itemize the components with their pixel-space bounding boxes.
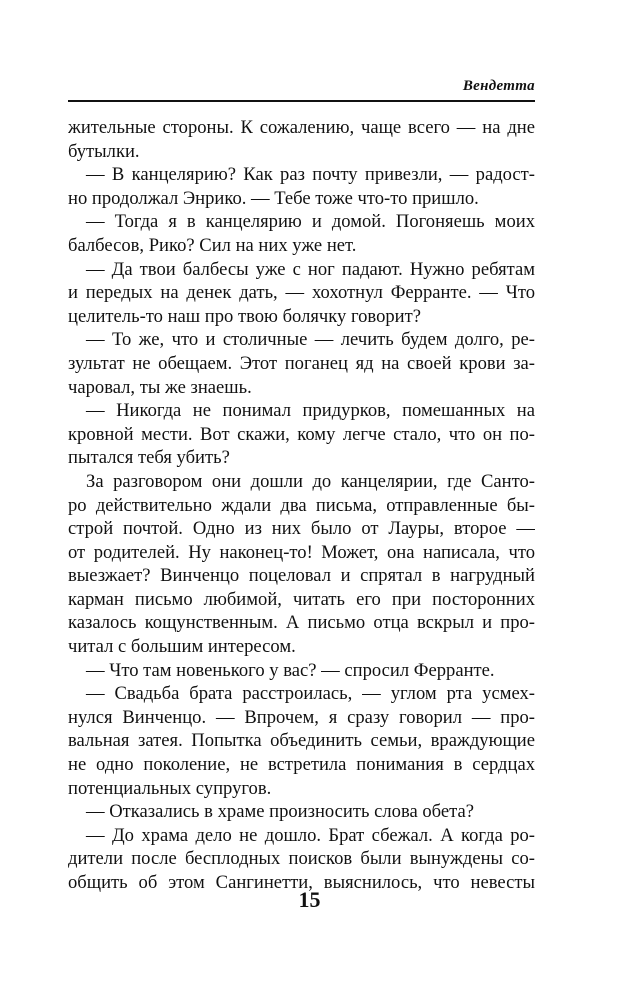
text-line: ро действительно ждали два письма, отправленные бы- xyxy=(68,494,535,516)
text-line: и передых на денек дать, — хохотнул Ферранте. — Что xyxy=(68,282,535,304)
text-line: — Свадьба брата расстроилась, — углом рта усмех- xyxy=(86,683,535,705)
text-line: чаровал, ты же знаешь. xyxy=(68,376,252,398)
text-line: — То же, что и столичные — лечить будем долго, ре- xyxy=(86,329,535,351)
header-rule xyxy=(68,100,535,102)
text-line: зультат не обещаем. Этот поганец яд на своей крови за- xyxy=(68,352,535,374)
text-line: казалось кощунственным. А письмо отца вскрыл и про- xyxy=(68,612,535,634)
text-line: — В канцелярию? Как раз почту привезли, — радост- xyxy=(86,164,535,186)
text-line: целитель-то наш про твою болячку говорит? xyxy=(68,305,422,327)
text-line: нулся Винченцо. — Впрочем, я сразу говорил — про- xyxy=(68,706,535,728)
text-line: от родителей. Ну наконец-то! Может, она написала, что xyxy=(68,541,535,563)
text-line: вальная затея. Попытка объединить семьи, враждующие xyxy=(68,730,535,752)
text-line: балбесов, Рико? Сил на них уже нет. xyxy=(68,234,357,256)
text-line: кровной мести. Вот скажи, кому легче стало, что он по- xyxy=(68,423,535,445)
text-line: дители после бесплодных поисков были вынуждены со- xyxy=(68,848,535,870)
text-line: строй почтой. Одно из них было от Лауры, второе — xyxy=(68,518,535,540)
running-head: Вендетта xyxy=(462,78,535,94)
text-line: пытался тебя убить? xyxy=(68,447,230,469)
text-line: выезжает? Винченцо поцеловал и спрятал в нагрудный xyxy=(68,565,535,587)
text-line: — Никогда не понимал придурков, помешанных на xyxy=(86,400,535,422)
text-line: но продолжал Энрико. — Тебе тоже что-то пришло. xyxy=(68,187,479,209)
text-line: бутылки. xyxy=(68,140,140,162)
text-line: За разговором они дошли до канцелярии, где Санто- xyxy=(86,470,535,492)
page-number: 15 xyxy=(298,887,321,912)
text-line: не одно поколение, не встретила понимания в сердцах xyxy=(68,754,535,776)
text-line: — До храма дело не дошло. Брат сбежал. А когда ро- xyxy=(86,824,535,846)
text-line: — Да твои балбесы уже с ног падают. Нужно ребятам xyxy=(86,258,535,280)
text-line: — Что там новенького у вас? — спросил Ферранте. xyxy=(86,659,495,681)
page-header xyxy=(68,78,535,102)
text-line: жительные стороны. К сожалению, чаще всего — на дне xyxy=(68,117,535,138)
text-line: — Отказались в храме произносить слова обета? xyxy=(86,801,475,823)
text-line: читал с большим интересом. xyxy=(68,636,296,658)
text-line: потенциальных супругов. xyxy=(68,777,272,799)
text-line: общить об этом Сангинетти, выяснилось, что невесты xyxy=(68,872,535,893)
text-line: карман письмо любимой, читать его при посторонних xyxy=(68,588,535,610)
text-line: — Тогда я в канцелярию и домой. Погоняешь моих xyxy=(86,211,535,233)
body-text xyxy=(68,116,535,895)
